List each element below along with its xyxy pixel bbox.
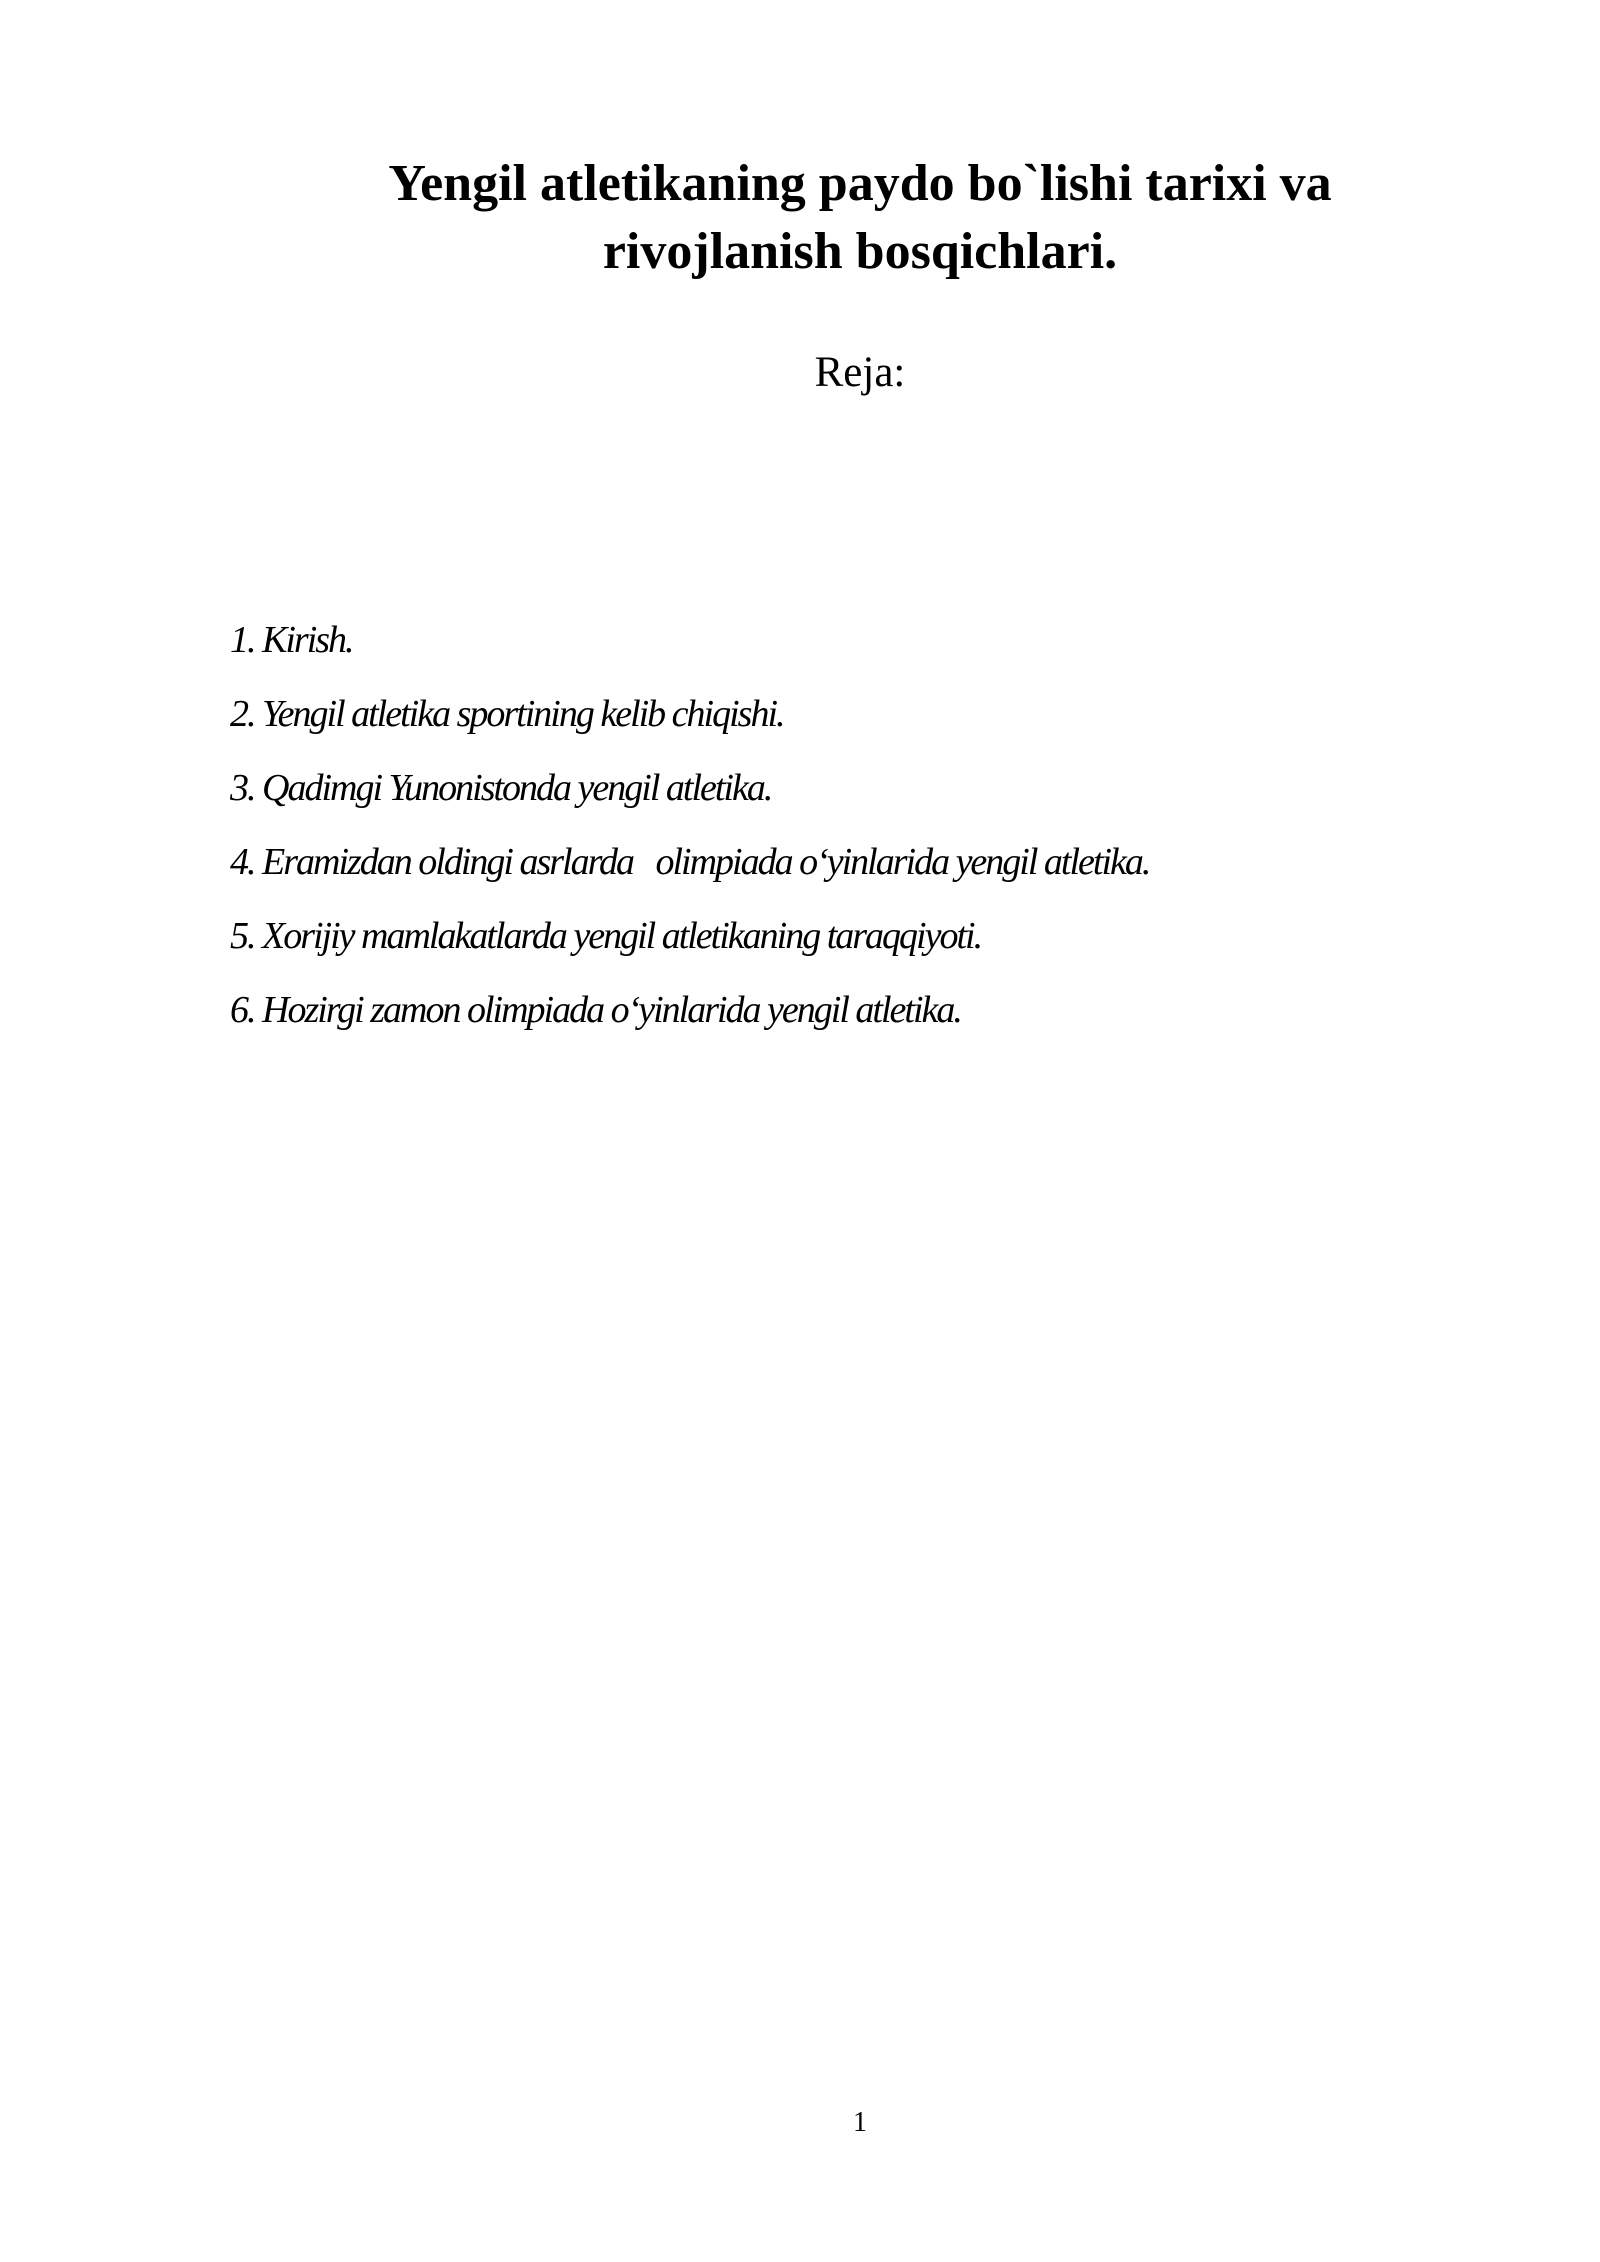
plan-item: 4. Eramizdan oldingi asrlarda olimpiada o‘yinlarida yengil atletika. <box>230 841 1150 883</box>
plan-item: 2. Yengil atletika sportining kelib chiqishi. <box>230 693 784 735</box>
plan-item: 5. Xorijiy mamlakatlarda yengil atletikaning taraqqiyoti. <box>230 915 982 957</box>
plan-list <box>230 603 1149 1047</box>
plan-item: 1. Kirish. <box>230 619 353 661</box>
plan-item: 6. Hozirgi zamon olimpiada o‘yinlarida yengil atletika. <box>230 989 961 1031</box>
document-title: Yengil atletikaning paydo bo`lishi tarixi va rivojlanish bosqichlari. <box>388 155 1332 280</box>
page-number: 1 <box>853 2107 867 2138</box>
plan-heading: Reja: <box>814 349 906 396</box>
plan-item: 3. Qadimgi Yunonistonda yengil atletika. <box>230 767 772 809</box>
